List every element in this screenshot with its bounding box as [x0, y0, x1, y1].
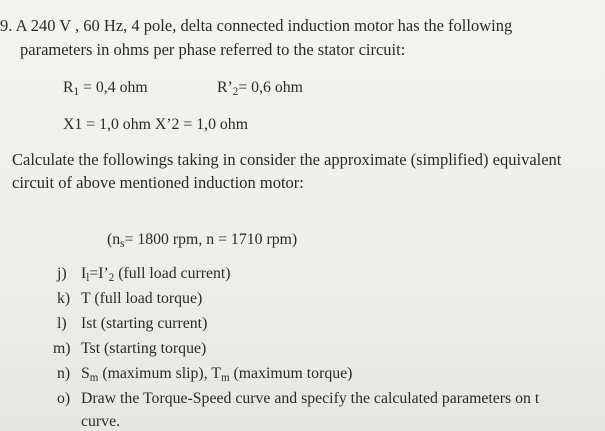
- list-item-o: o) Draw the Torque-Speed curve and specify the calculated parameters on t: [57, 390, 540, 407]
- param-r1: $R_1 = 0,4$ ohm: [63, 79, 148, 98]
- param-r2: $R’_2= 0,6$ ohm: [217, 79, 303, 98]
- list-item-m: m) Tst (starting torque): [53, 340, 207, 357]
- list-item-j: j) $I_l=I’_2$ (full load current): [57, 265, 231, 284]
- list-item-k: k) T (full load torque): [57, 290, 203, 307]
- calculate-line-2: circuit of above mentioned induction motor:: [12, 173, 304, 192]
- param-x: X1 = 1,0 ohm X’2 = 1,0 ohm: [63, 116, 248, 133]
- list-item-n: n) $S_m$ (maximum slip), $T_m$ (maximum torque): [57, 365, 353, 384]
- list-item-o-continuation: curve.: [81, 413, 121, 430]
- list-item-l: l) Ist (starting current): [57, 315, 208, 332]
- problem-number: 9.: [0, 16, 13, 35]
- problem-statement-line-1: [0, 18, 512, 35]
- calculate-line-1: Calculate the followings taking in consider the approximate (simplified) equivalent: [12, 150, 562, 169]
- problem-statement-text-1: A 240 V , 60 Hz, 4 pole, delta connected induction motor has the following: [15, 16, 513, 35]
- speed-values: ($n_s= 1800$ rpm, n = 1710 rpm): [107, 231, 298, 250]
- problem-statement-line-2: parameters in ohms per phase referred to the stator circuit:: [20, 40, 406, 59]
